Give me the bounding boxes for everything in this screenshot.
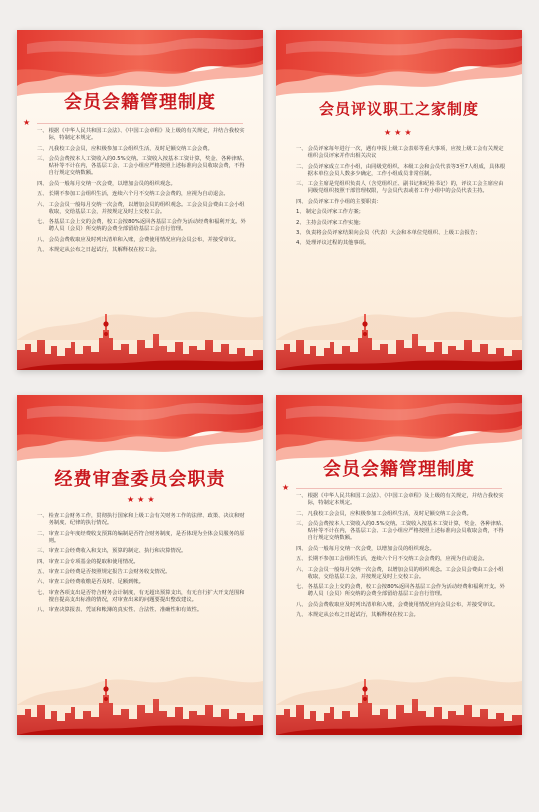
city-skyline-decoration	[276, 310, 522, 370]
city-skyline-decoration	[276, 675, 522, 735]
poster-audit-committee	[17, 395, 263, 735]
poster-title: 会员会籍管理制度	[323, 459, 475, 480]
list-item: 七、 各基层工会上交的会费，校工会按80%返回各基层工会作为活动经费和福利开支。外聘人员（会员）所交纳的会费全部留给基层工会自行管理。	[37, 219, 246, 233]
list-item: 四、 会员评家工作小组的主要职责：	[296, 198, 382, 205]
list-item: 二、 凡我校工会会员，应积极参加工会组织生活，及时足额交纳工会会费。	[296, 510, 472, 517]
poster-title: 会员评议职工之家制度	[318, 100, 479, 118]
list-item: 二、 凡我校工会会员，应积极参加工会组织生活，及时足额交纳工会会费。	[37, 145, 213, 152]
list-item: 三、 工会主席是党组织负责人（含党组织正、副书记和纪检书记）的，评议工会主席应由同级党组织按照干部管理权限，与会员代表或者工作小组中的会员代表主持。	[296, 181, 504, 195]
rules-list	[37, 128, 249, 258]
list-item: 五、 长期不参加工会组织生活，连续六个月不交纳工会会费的，应视为自动退会。	[37, 191, 229, 198]
list-item: 八、 审查决算报表、凭证和帐簿的真实性、合法性、准确性和有效性。	[37, 607, 203, 614]
poster-title: 经费审查委员会职责	[54, 469, 226, 490]
list-item: 三、 审查工会经费收入和支出，预算的制定、执行和决算情况。	[37, 548, 187, 555]
list-item: 六、 工会会员一般每月交纳一次会费，以增加会员的组织观念。工会会员会费由工会小组收取，交给基层工会，并按规定及时上交校工会。	[296, 566, 504, 580]
list-item: 一、 会员评家每年进行一次，遇有申报上级工会表彰等重大事项，应按上级工会有关规定组织会员评家并作出相关决议	[296, 146, 504, 160]
list-item: 八、 会员会费收取应及时列出清单和入账，会费使用情况应向会员公布，并接受审议。	[296, 601, 499, 608]
list-item: 二、 会员评家成立工作小组，由同级党组织、本级工会和会员代表等3至7人组成，具体根据本单位会员人数多少确定，工作小组成员非常任制。	[296, 163, 506, 177]
list-item: 一、 检查工会财务工作，贯彻执行国家和上级工会有关财务工作的法律、政策、决议和财务制度、纪律的执行情况。	[37, 513, 245, 527]
list-item: 三、 会员会费按本人工资收入的0.5%交纳。工资收入按基本工资计算，奖金、各种津贴、贴补等不计在内，各基层工会、工会小组应严格按照上述标准向会员收取会费，不得自行规定交纳数额。	[296, 520, 507, 542]
rules-list	[37, 513, 249, 618]
list-item: 五、 长期不参加工会组织生活，连续六个月不交纳工会会费的，应视为自动退会。	[296, 556, 488, 563]
list-item: 4、 处理评议过程的其他事项。	[296, 240, 370, 247]
rules-list	[296, 493, 508, 623]
rules-list	[296, 146, 508, 251]
list-item: 四、 审查工会专项基金的提取和使用情况。	[37, 558, 139, 565]
city-skyline-decoration	[17, 310, 263, 370]
star-decoration-icon: ★ ★ ★	[127, 495, 155, 504]
title-divider	[37, 123, 243, 124]
poster-membership-rules	[17, 30, 263, 370]
list-item: 3、 负责将会员评家结果向会员（代表）大会和本单位党组织、上级工会报告；	[296, 229, 481, 236]
list-item: 一、 根据《中华人民共和国工会法》、《中国工会章程》及上级的有关规定，并结合我校实际，特制定本规定。	[37, 128, 245, 142]
star-decoration-icon: ★ ★ ★	[384, 128, 412, 137]
star-decoration-icon: ★	[23, 118, 31, 127]
list-item: 一、 根据《中华人民共和国工会法》、《中国工会章程》及上级的有关规定，并结合我校实际，特制定本规定。	[296, 493, 504, 507]
list-item: 五、 审查工会经费是否按照规定报告工会财务收支情况。	[37, 568, 171, 575]
red-brush-decoration	[17, 395, 263, 475]
list-item: 四、 会员一般每月交纳一次会费，以增加会员的组织观念。	[296, 545, 435, 552]
list-item: 六、 审查工会经费收缴是否及时、足额到帐。	[37, 579, 144, 586]
poster-member-evaluation	[276, 30, 522, 370]
list-item: 四、 会员一般每月交纳一次会费，以增加会员的组织观念。	[37, 180, 176, 187]
list-item: 二、 审查工会年度经费收支预算的编制是否符合财务制度，是否体现为全体会员服务的原则。	[37, 530, 245, 544]
list-item: 九、 本规定从公布之日起试行，其解释权在校工会。	[296, 612, 419, 619]
city-skyline-decoration	[17, 675, 263, 735]
list-item: 1、 制定会员评家工作方案；	[296, 209, 364, 216]
poster-membership-rules-2	[276, 395, 522, 735]
list-item: 三、 会员会费按本人工资收入的0.5%交纳。工资收入按基本工资计算，奖金、各种津贴、贴补等不计在内，各基层工会、工会小组应严格按照上述标准向会员收取会费，不得自行规定交纳数额。	[37, 155, 248, 177]
list-item: 2、 主持会员评家工作实施；	[296, 219, 364, 226]
list-item: 七、 审查各项支出是否符合财务会计制度，有无超出预算支出，有无自行扩大开支范围和擅自提高支出标准的情况，对审查出来的问题要提出整改建议。	[37, 589, 245, 603]
list-item: 七、 各基层工会上交的会费，校工会按80%返回各基层工会作为活动经费和福利开支。外聘人员（会员）所交纳的会费全部留给基层工会自行管理。	[296, 584, 505, 598]
star-decoration-icon: ★	[282, 483, 290, 492]
title-divider	[296, 488, 502, 489]
list-item: 六、 工会会员一般每月交纳一次会费，以增加会员的组织观念。工会会员会费由工会小组收取，交给基层工会，并按规定及时上交校工会。	[37, 201, 245, 215]
poster-title: 会员会籍管理制度	[64, 92, 216, 113]
list-item: 九、 本规定从公布之日起试行，其解释权在校工会。	[37, 247, 160, 254]
list-item: 八、 会员会费收取应及时列出清单和入账，会费使用情况应向会员公布，并接受审议。	[37, 236, 240, 243]
